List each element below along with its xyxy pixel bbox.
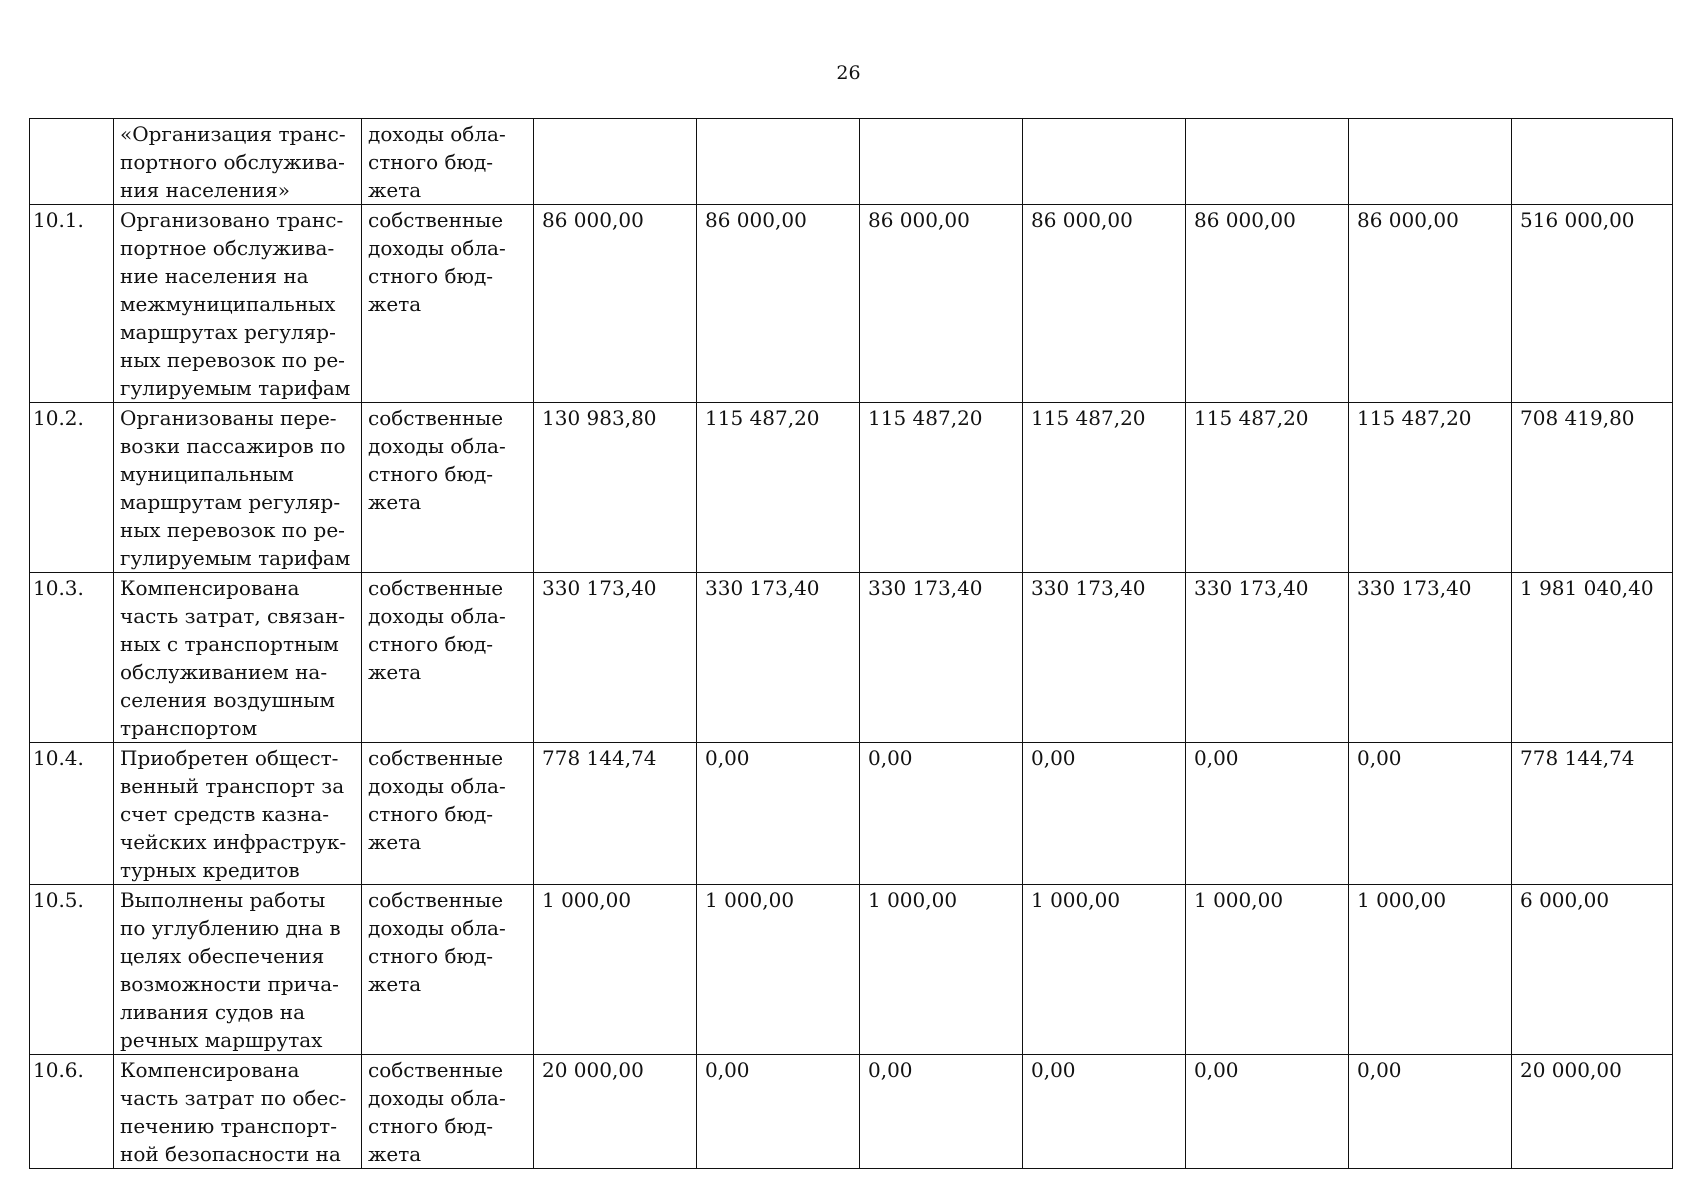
row-index: 10.3. — [30, 573, 114, 743]
table-row — [30, 573, 1673, 743]
row-source: собственные доходы обла- стного бюд- жета — [362, 573, 534, 743]
row-name: Приобретен общест- венный транспорт за счет средств казна- чейских инфраструк- турных кредитов — [114, 743, 362, 885]
row-value: 0,00 — [1349, 1055, 1512, 1169]
row-source: собственные доходы обла- стного бюд- жета — [362, 743, 534, 885]
row-index — [30, 119, 114, 205]
row-source: собственные доходы обла- стного бюд- жета — [362, 885, 534, 1055]
row-total: 6 000,00 — [1512, 885, 1673, 1055]
row-value — [860, 119, 1023, 205]
row-value: 1 000,00 — [697, 885, 860, 1055]
row-value: 115 487,20 — [860, 403, 1023, 573]
row-value: 330 173,40 — [860, 573, 1023, 743]
row-value: 0,00 — [1349, 743, 1512, 885]
table-row — [30, 743, 1673, 885]
table-row — [30, 403, 1673, 573]
row-value: 86 000,00 — [1023, 205, 1186, 403]
row-total: 778 144,74 — [1512, 743, 1673, 885]
row-total: 1 981 040,40 — [1512, 573, 1673, 743]
row-total: 516 000,00 — [1512, 205, 1673, 403]
row-value: 115 487,20 — [1186, 403, 1349, 573]
row-index: 10.6. — [30, 1055, 114, 1169]
row-value: 1 000,00 — [860, 885, 1023, 1055]
row-value: 0,00 — [860, 743, 1023, 885]
row-value: 330 173,40 — [697, 573, 860, 743]
row-value: 0,00 — [1023, 1055, 1186, 1169]
row-index: 10.2. — [30, 403, 114, 573]
table-row — [30, 205, 1673, 403]
row-index: 10.5. — [30, 885, 114, 1055]
budget-table — [29, 118, 1673, 1169]
row-index: 10.4. — [30, 743, 114, 885]
row-value: 330 173,40 — [1186, 573, 1349, 743]
row-name: Выполнены работы по углублению дна в целях обеспечения возможности прича- ливания судов на речных маршрутах — [114, 885, 362, 1055]
row-value: 20 000,00 — [534, 1055, 697, 1169]
row-value: 1 000,00 — [534, 885, 697, 1055]
row-name: Организовано транс- портное обслужива- ние населения на межмуниципальных маршрутах регуляр- ных перевозок по ре- гулируемым тарифам — [114, 205, 362, 403]
row-value: 778 144,74 — [534, 743, 697, 885]
row-value: 86 000,00 — [534, 205, 697, 403]
row-name: Организованы пере- возки пассажиров по муниципальным маршрутам регуляр- ных перевозок по ре- гулируемым тарифам — [114, 403, 362, 573]
row-source: собственные доходы обла- стного бюд- жета — [362, 205, 534, 403]
row-value — [534, 119, 697, 205]
table-row — [30, 119, 1673, 205]
row-value: 0,00 — [1186, 743, 1349, 885]
row-value: 86 000,00 — [1349, 205, 1512, 403]
row-total: 20 000,00 — [1512, 1055, 1673, 1169]
row-name: «Организация транс- портного обслужива- ния населения» — [114, 119, 362, 205]
row-source: доходы обла- стного бюд- жета — [362, 119, 534, 205]
row-value: 0,00 — [1023, 743, 1186, 885]
row-index: 10.1. — [30, 205, 114, 403]
row-value: 0,00 — [1186, 1055, 1349, 1169]
row-source: собственные доходы обла- стного бюд- жета — [362, 1055, 534, 1169]
row-total — [1512, 119, 1673, 205]
row-value: 130 983,80 — [534, 403, 697, 573]
row-value: 1 000,00 — [1186, 885, 1349, 1055]
row-source: собственные доходы обла- стного бюд- жета — [362, 403, 534, 573]
page-number: 26 — [836, 62, 861, 84]
row-value: 86 000,00 — [860, 205, 1023, 403]
table-row — [30, 1055, 1673, 1169]
row-value — [1349, 119, 1512, 205]
row-value: 86 000,00 — [697, 205, 860, 403]
row-value: 115 487,20 — [1349, 403, 1512, 573]
row-total: 708 419,80 — [1512, 403, 1673, 573]
row-value: 330 173,40 — [534, 573, 697, 743]
row-name: Компенсирована часть затрат по обес- печению транспорт- ной безопасности на — [114, 1055, 362, 1169]
row-value: 330 173,40 — [1023, 573, 1186, 743]
row-value: 0,00 — [860, 1055, 1023, 1169]
row-value: 115 487,20 — [1023, 403, 1186, 573]
row-value: 1 000,00 — [1023, 885, 1186, 1055]
row-value: 330 173,40 — [1349, 573, 1512, 743]
row-name: Компенсирована часть затрат, связан- ных с транспортным обслуживанием на- селения воздушным транспортом — [114, 573, 362, 743]
row-value — [697, 119, 860, 205]
row-value: 115 487,20 — [697, 403, 860, 573]
row-value: 1 000,00 — [1349, 885, 1512, 1055]
row-value: 0,00 — [697, 743, 860, 885]
row-value — [1186, 119, 1349, 205]
row-value: 86 000,00 — [1186, 205, 1349, 403]
row-value — [1023, 119, 1186, 205]
table-row — [30, 885, 1673, 1055]
row-value: 0,00 — [697, 1055, 860, 1169]
